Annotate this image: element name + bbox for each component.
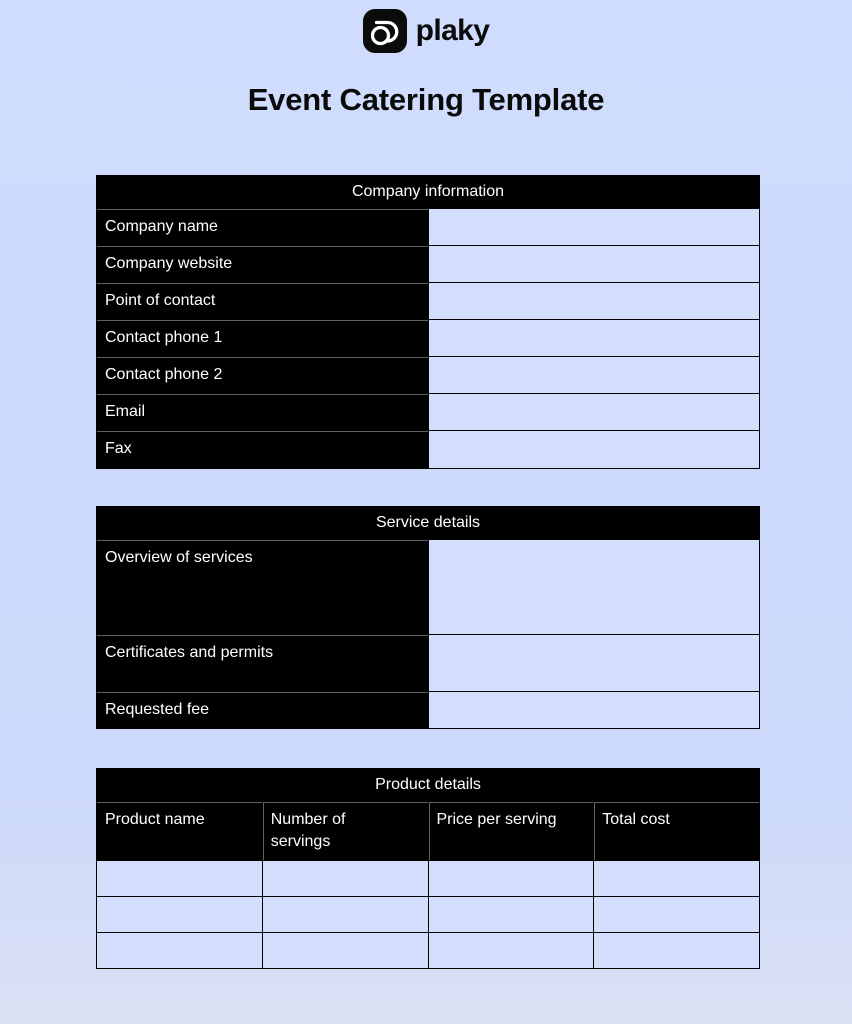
value-cell-email[interactable]	[428, 394, 760, 431]
product-cell-row3-total[interactable]	[594, 933, 760, 969]
service-details-table	[96, 506, 760, 729]
plaky-wordmark: plaky	[415, 14, 490, 47]
company-information-table	[96, 175, 760, 469]
row-label-company-name: Company name	[97, 209, 429, 246]
column-header-price-per-serving: Price per serving	[428, 802, 594, 861]
row-label-overview-of-services: Overview of services	[97, 540, 429, 635]
page-title: Event Catering Template	[247, 82, 605, 117]
product-cell-row2-price[interactable]	[428, 897, 594, 933]
column-header-total-cost: Total cost	[594, 802, 760, 861]
product-cell-row1-total[interactable]	[594, 861, 760, 897]
row-label-contact-phone-1: Contact phone 1	[97, 320, 429, 357]
value-cell-company-name[interactable]	[428, 209, 760, 246]
product-cell-row1-price[interactable]	[428, 861, 594, 897]
plaky-logo	[0, 8, 852, 54]
value-cell-overview-of-services[interactable]	[428, 540, 760, 635]
product-cell-row1-name[interactable]	[97, 861, 263, 897]
value-cell-contact-phone-2[interactable]	[428, 357, 760, 394]
row-label-company-website: Company website	[97, 246, 429, 283]
row-label-point-of-contact: Point of contact	[97, 283, 429, 320]
company-table-header-banner: Company information	[97, 176, 760, 209]
product-cell-row1-servings[interactable]	[262, 861, 428, 897]
row-label-requested-fee: Requested fee	[97, 692, 429, 729]
row-label-certificates-and-permits: Certificates and permits	[97, 635, 429, 692]
value-cell-company-website[interactable]	[428, 246, 760, 283]
column-header-product-name: Product name	[97, 802, 263, 861]
value-cell-point-of-contact[interactable]	[428, 283, 760, 320]
row-label-email: Email	[97, 394, 429, 431]
plaky-logo-icon	[363, 9, 407, 53]
row-label-contact-phone-2: Contact phone 2	[97, 357, 429, 394]
product-cell-row2-name[interactable]	[97, 897, 263, 933]
service-table-header-banner: Service details	[97, 507, 760, 540]
product-details-table	[96, 768, 760, 969]
value-cell-requested-fee[interactable]	[428, 692, 760, 729]
product-cell-row2-servings[interactable]	[262, 897, 428, 933]
product-cell-row3-name[interactable]	[97, 933, 263, 969]
column-header-number-of-servings: Number of servings	[262, 802, 428, 861]
row-label-fax: Fax	[97, 431, 429, 468]
value-cell-certificates-and-permits[interactable]	[428, 635, 760, 692]
value-cell-contact-phone-1[interactable]	[428, 320, 760, 357]
product-table-header-banner: Product details	[97, 769, 760, 802]
product-cell-row2-total[interactable]	[594, 897, 760, 933]
product-cell-row3-servings[interactable]	[262, 933, 428, 969]
product-cell-row3-price[interactable]	[428, 933, 594, 969]
value-cell-fax[interactable]	[428, 431, 760, 468]
